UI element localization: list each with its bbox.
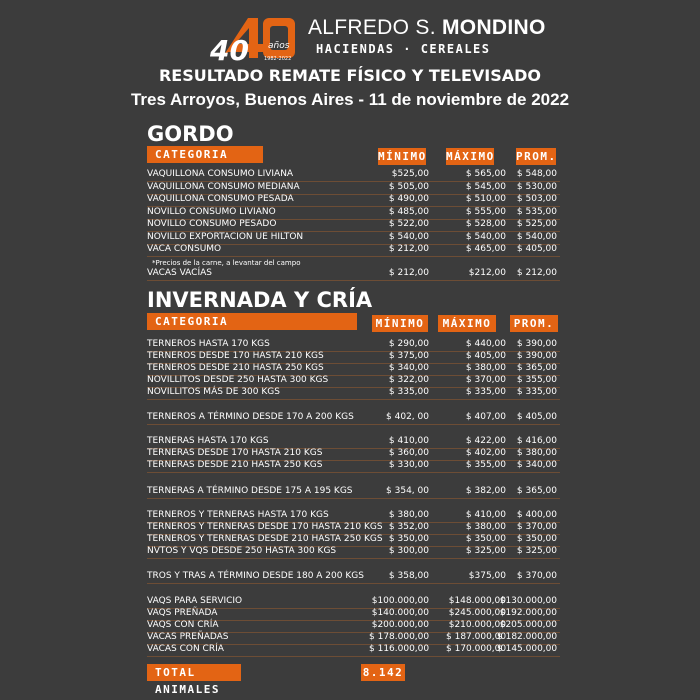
row-max: $ 555,00 bbox=[465, 206, 506, 217]
row-avg: $ 405,00 bbox=[516, 412, 557, 422]
row-max: $ 410,00 bbox=[465, 510, 506, 520]
row-avg: $130.000,00 bbox=[499, 596, 557, 606]
row-avg: $ 182.000,00 bbox=[497, 632, 558, 642]
row-min: $ 490,00 bbox=[388, 194, 429, 204]
row-max: $ 170.000,00 bbox=[446, 644, 507, 654]
row-label: VAQUILLONA CONSUMO LIVIANA bbox=[147, 169, 294, 179]
row-max: $210.000,00 bbox=[448, 620, 506, 630]
table-row bbox=[147, 268, 560, 281]
row-avg: $ 416,00 bbox=[516, 436, 557, 446]
row-avg: $ 540,00 bbox=[516, 231, 557, 242]
row-max: $ 380,00 bbox=[465, 363, 506, 373]
gordo-header-min: MÍNIMO bbox=[378, 150, 427, 163]
row-avg: $ 365,00 bbox=[516, 486, 557, 496]
row-label: TERNEROS Y TERNERAS HASTA 170 KGS bbox=[147, 510, 329, 520]
row-max: $ 407,00 bbox=[465, 412, 506, 422]
row-min: $ 505,00 bbox=[388, 181, 429, 192]
row-min: $ 212,00 bbox=[388, 268, 429, 278]
brand-last: MONDINO bbox=[442, 16, 546, 39]
table-row bbox=[147, 194, 560, 207]
row-min: $ 290,00 bbox=[388, 339, 429, 349]
forty-years-logo-icon bbox=[208, 14, 300, 62]
table-row bbox=[147, 486, 560, 499]
row-min: $ 360,00 bbox=[388, 448, 429, 458]
row-label: TERNEROS Y TERNERAS DESDE 210 HASTA 250 KGS bbox=[147, 534, 383, 544]
row-min: $140.000,00 bbox=[371, 608, 429, 618]
table-row bbox=[147, 460, 560, 473]
row-min: $ 340,00 bbox=[388, 363, 429, 373]
section-title-invernada: INVERNADA Y CRÍA bbox=[147, 288, 373, 312]
row-label: NOVILLO CONSUMO PESADO bbox=[147, 219, 277, 229]
row-avg: $ 325,00 bbox=[516, 546, 557, 556]
row-min: $200.000,00 bbox=[371, 620, 429, 630]
row-avg: $ 370,00 bbox=[516, 571, 557, 581]
row-min: $ 330,00 bbox=[388, 460, 429, 470]
row-max: $ 422,00 bbox=[465, 436, 506, 446]
row-label: NVTOS Y VQS DESDE 250 HASTA 300 KGS bbox=[147, 546, 337, 556]
row-avg: $ 400,00 bbox=[516, 510, 557, 520]
row-avg: $ 390,00 bbox=[516, 339, 557, 349]
row-min: $ 300,00 bbox=[388, 546, 429, 556]
row-avg: $ 390,00 bbox=[516, 351, 557, 361]
row-max: $ 335,00 bbox=[465, 387, 506, 397]
table-row bbox=[147, 232, 560, 245]
row-avg: $ 548,00 bbox=[516, 169, 557, 179]
row-label: VACA CONSUMO bbox=[147, 244, 222, 254]
brand-logo bbox=[208, 14, 546, 62]
brand-name bbox=[308, 16, 546, 40]
row-min: $ 335,00 bbox=[388, 387, 429, 397]
row-min: $ 350,00 bbox=[388, 534, 429, 544]
row-label: VACAS VACÍAS bbox=[147, 268, 212, 278]
svg-text:1982-2022: 1982-2022 bbox=[264, 56, 292, 62]
row-label: TERNERAS DESDE 170 HASTA 210 KGS bbox=[147, 448, 323, 458]
table-row bbox=[147, 412, 560, 425]
row-avg: $ 380,00 bbox=[516, 448, 557, 458]
row-min: $ 322,00 bbox=[388, 375, 429, 385]
row-max: $245.000,00 bbox=[448, 608, 506, 618]
table-row bbox=[147, 219, 560, 232]
row-avg: $ 503,00 bbox=[516, 194, 557, 204]
total-value: 8.142 bbox=[362, 666, 404, 679]
table-row bbox=[147, 571, 560, 584]
row-min: $ 410,00 bbox=[388, 436, 429, 446]
row-min: $ 522,00 bbox=[388, 219, 429, 229]
table-row bbox=[147, 644, 560, 657]
table-row bbox=[147, 387, 560, 400]
svg-text:40: 40 bbox=[210, 34, 249, 62]
row-max: $ 540,00 bbox=[465, 231, 506, 242]
row-label: VAQS PARA SERVICIO bbox=[147, 596, 243, 606]
table-row bbox=[147, 546, 560, 559]
invernada-header-category: CATEGORIA bbox=[147, 313, 357, 330]
gordo-header-category: CATEGORIA bbox=[147, 146, 263, 163]
gordo-note: *Precios de la carne, a levantar del campo bbox=[152, 259, 301, 267]
row-max: $ 405,00 bbox=[465, 351, 506, 361]
table-row bbox=[147, 182, 560, 195]
row-label: NOVILLITOS DESDE 250 HASTA 300 KGS bbox=[147, 375, 329, 385]
table-row bbox=[147, 207, 560, 220]
row-max: $212,00 bbox=[468, 268, 506, 278]
row-max: $ 370,00 bbox=[465, 375, 506, 385]
invernada-header-avg: PROM. bbox=[510, 315, 558, 332]
section-title-gordo: GORDO bbox=[147, 122, 234, 146]
row-max: $ 350,00 bbox=[465, 534, 506, 544]
total-label: TOTAL ANIMALES bbox=[147, 664, 241, 681]
invernada-header-max: MÁXIMO bbox=[438, 315, 496, 332]
table-row bbox=[147, 244, 560, 257]
row-max: $375,00 bbox=[468, 571, 506, 581]
row-max: $ 402,00 bbox=[465, 448, 506, 458]
row-label: TERNEROS Y TERNERAS DESDE 170 HASTA 210 KGS bbox=[147, 522, 383, 532]
row-label: TERNERAS HASTA 170 KGS bbox=[147, 436, 269, 446]
row-label: VAQS PREÑADA bbox=[147, 608, 218, 618]
svg-text:años: años bbox=[268, 41, 290, 51]
row-label: TERNEROS HASTA 170 KGS bbox=[147, 339, 270, 349]
row-max: $ 510,00 bbox=[465, 194, 506, 204]
row-avg: $ 535,00 bbox=[516, 206, 557, 217]
row-avg: $ 525,00 bbox=[516, 219, 557, 229]
row-label: NOVILLO CONSUMO LIVIANO bbox=[147, 206, 276, 217]
row-max: $ 380,00 bbox=[465, 522, 506, 532]
row-avg: $ 365,00 bbox=[516, 363, 557, 373]
row-max: $ 545,00 bbox=[465, 181, 506, 192]
row-min: $ 380,00 bbox=[388, 510, 429, 520]
row-max: $ 465,00 bbox=[465, 244, 506, 254]
row-max: $ 528,00 bbox=[465, 219, 506, 229]
row-min: $ 358,00 bbox=[388, 571, 429, 581]
row-max: $ 565,00 bbox=[465, 169, 506, 179]
row-avg: $ 212,00 bbox=[516, 268, 557, 278]
row-label: TERNERAS A TÉRMINO DESDE 175 A 195 KGS bbox=[147, 486, 353, 496]
row-label: VACAS PREÑADAS bbox=[147, 632, 229, 642]
row-avg: $ 355,00 bbox=[516, 375, 557, 385]
row-label: TERNEROS DESDE 210 HASTA 250 KGS bbox=[147, 363, 324, 373]
row-min: $ 485,00 bbox=[388, 206, 429, 217]
row-avg: $ 370,00 bbox=[516, 522, 557, 532]
row-min: $ 540,00 bbox=[388, 231, 429, 242]
row-label: VAQUILLONA CONSUMO MEDIANA bbox=[147, 181, 300, 192]
gordo-header-avg: PROM. bbox=[516, 150, 557, 163]
row-label: TROS Y TRAS A TÉRMINO DESDE 180 A 200 KGS bbox=[147, 571, 364, 581]
brand-sub: HACIENDAS · CEREALES bbox=[316, 42, 491, 56]
row-label: NOVILLITOS MÁS DE 300 KGS bbox=[147, 387, 280, 397]
row-avg: $ 530,00 bbox=[516, 181, 557, 192]
row-avg: $ 350,00 bbox=[516, 534, 557, 544]
row-avg: $ 145.000,00 bbox=[497, 644, 558, 654]
row-label: VACAS CON CRÍA bbox=[147, 644, 224, 654]
row-max: $148.000,00 bbox=[448, 596, 506, 606]
row-min: $ 375,00 bbox=[388, 351, 429, 361]
row-min: $ 352,00 bbox=[388, 522, 429, 532]
row-max: $ 355,00 bbox=[465, 460, 506, 470]
row-max: $ 325,00 bbox=[465, 546, 506, 556]
row-min: $525,00 bbox=[391, 169, 429, 179]
row-max: $ 382,00 bbox=[465, 486, 506, 496]
row-avg: $ 340,00 bbox=[516, 460, 557, 470]
brand-first: ALFREDO S. bbox=[308, 16, 436, 39]
page-subtitle: Tres Arroyos, Buenos Aires - 11 de noviembre de 2022 bbox=[130, 90, 570, 109]
table-row bbox=[147, 169, 560, 182]
row-min: $ 212,00 bbox=[388, 244, 429, 254]
row-max: $ 187.000,00 bbox=[446, 632, 507, 642]
page-title: RESULTADO REMATE FÍSICO Y TELEVISADO bbox=[158, 66, 542, 85]
gordo-header-max: MÁXIMO bbox=[446, 150, 495, 163]
row-label: NOVILLO EXPORTACION UE HILTON bbox=[147, 231, 304, 242]
row-max: $ 440,00 bbox=[465, 339, 506, 349]
row-avg: $ 405,00 bbox=[516, 244, 557, 254]
row-min: $ 116.000,00 bbox=[369, 644, 430, 654]
row-min: $100.000,00 bbox=[371, 596, 429, 606]
row-avg: $ 335,00 bbox=[516, 387, 557, 397]
row-min: $ 402, 00 bbox=[386, 412, 429, 422]
row-min: $ 178.000,00 bbox=[369, 632, 430, 642]
row-avg: $192.000,00 bbox=[499, 608, 557, 618]
row-label: TERNEROS A TÉRMINO DESDE 170 A 200 KGS bbox=[147, 412, 354, 422]
invernada-header-min: MÍNIMO bbox=[372, 315, 428, 332]
row-avg: $205.000,00 bbox=[499, 620, 557, 630]
row-label: VAQS CON CRÍA bbox=[147, 620, 219, 630]
row-min: $ 354, 00 bbox=[386, 486, 429, 496]
row-label: TERNEROS DESDE 170 HASTA 210 KGS bbox=[147, 351, 324, 361]
row-label: TERNERAS DESDE 210 HASTA 250 KGS bbox=[147, 460, 323, 470]
row-label: VAQUILLONA CONSUMO PESADA bbox=[147, 194, 294, 204]
